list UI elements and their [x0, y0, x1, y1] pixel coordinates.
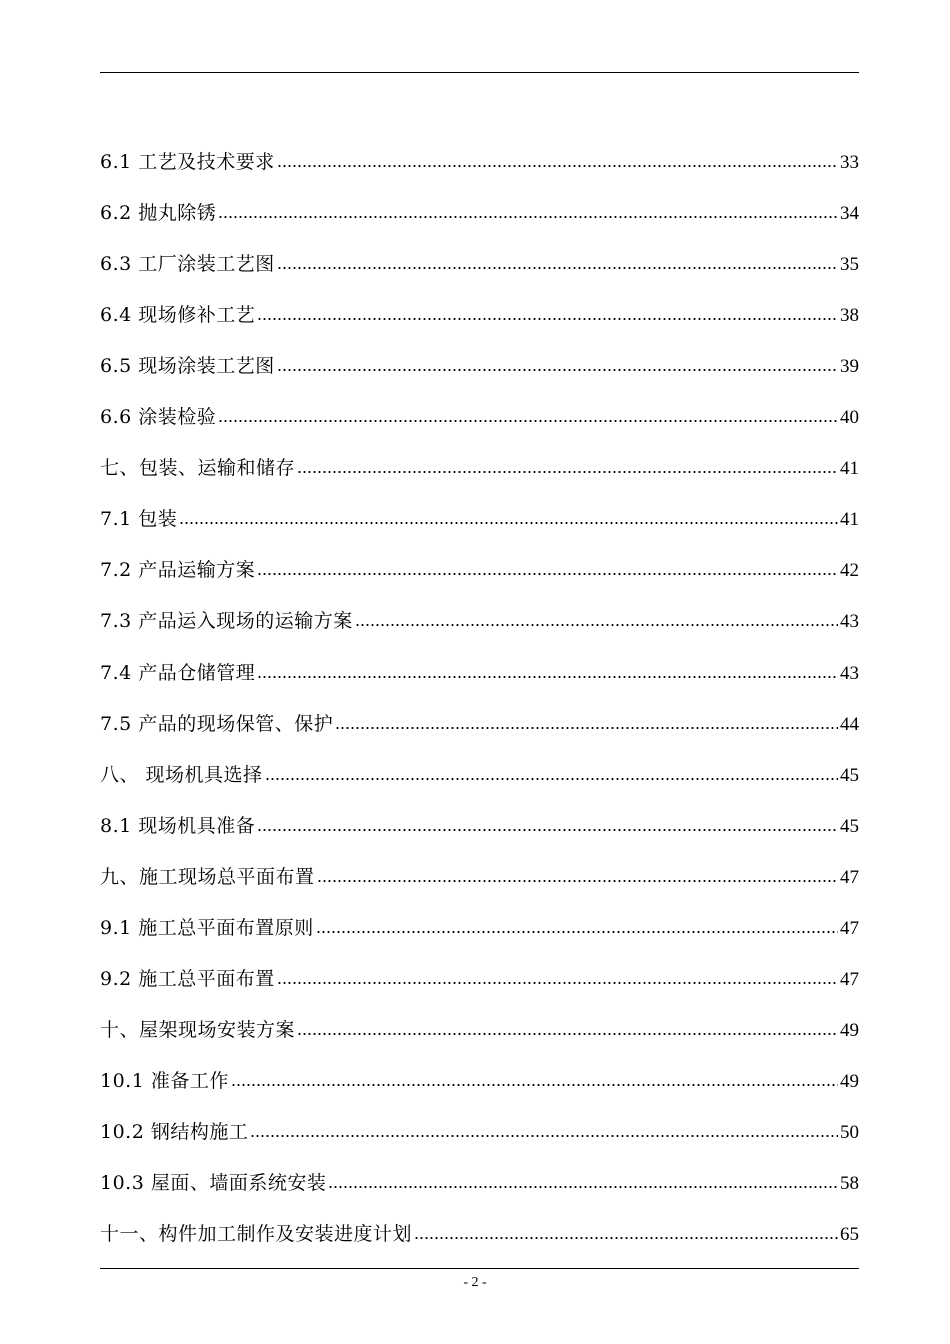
- toc-entry[interactable]: [100, 683, 859, 734]
- toc-dot-leader: [257, 675, 838, 679]
- toc-dot-leader: [277, 981, 838, 985]
- toc-entry-page-number: 49: [840, 1070, 859, 1092]
- toc-entry-title: 6.3 工厂涂装工艺图: [100, 253, 275, 276]
- toc-entry-page-number: 44: [840, 713, 859, 735]
- toc-entry[interactable]: [100, 1142, 859, 1193]
- toc-entry-title: 6.6 涂装检验: [100, 406, 217, 429]
- toc-entry-title: 八、 现场机具选择: [100, 763, 263, 786]
- toc-dot-leader: [414, 1236, 838, 1240]
- toc-entry-title: 7.5 产品的现场保管、保护: [100, 712, 334, 735]
- toc-dot-leader: [179, 521, 838, 525]
- toc-entry-page-number: 49: [840, 1019, 859, 1041]
- toc-dot-leader: [297, 1032, 838, 1036]
- toc-entry-page-number: 34: [840, 203, 859, 225]
- toc-entry-title: 6.4 现场修补工艺: [100, 304, 256, 327]
- toc-entry[interactable]: [100, 989, 859, 1040]
- toc-entry[interactable]: [100, 223, 859, 274]
- toc-entry-page-number: 47: [840, 866, 859, 888]
- header-rule: [100, 72, 859, 73]
- toc-dot-leader: [277, 266, 838, 270]
- toc-entry-page-number: 43: [840, 662, 859, 684]
- toc-entry-page-number: 38: [840, 305, 859, 327]
- toc-entry-page-number: 39: [840, 356, 859, 378]
- toc-entry-title: 6.2 抛丸除锈: [100, 202, 217, 225]
- toc-entry[interactable]: [100, 631, 859, 682]
- toc-dot-leader: [218, 419, 838, 423]
- toc-dot-leader: [257, 317, 838, 321]
- toc-entry-title: 十、屋架现场安装方案: [100, 1018, 296, 1041]
- toc-entry[interactable]: [100, 836, 859, 887]
- toc-dot-leader: [265, 777, 838, 781]
- toc-entry[interactable]: [100, 376, 859, 427]
- toc-entry[interactable]: [100, 734, 859, 785]
- toc-entry-title: 10.2 钢结构施工: [100, 1120, 249, 1143]
- toc-entry[interactable]: [100, 478, 859, 529]
- toc-entry-page-number: 45: [840, 764, 859, 786]
- toc-entry-page-number: 65: [840, 1224, 859, 1246]
- toc-entry-title: 10.1 准备工作: [100, 1069, 229, 1092]
- toc-dot-leader: [277, 368, 838, 372]
- toc-dot-leader: [257, 572, 838, 576]
- toc-entry[interactable]: [100, 325, 859, 376]
- toc-entry[interactable]: [100, 1193, 859, 1244]
- toc-entry[interactable]: [100, 1091, 859, 1142]
- toc-entry[interactable]: [100, 1040, 859, 1091]
- toc-dot-leader: [257, 828, 838, 832]
- footer-rule: [100, 1268, 859, 1269]
- toc-entry-title: 7.1 包装: [100, 508, 178, 531]
- toc-entry-page-number: 47: [840, 917, 859, 939]
- toc-entry[interactable]: [100, 887, 859, 938]
- toc-entry-title: 9.2 施工总平面布置: [100, 967, 275, 990]
- toc-entry[interactable]: [100, 427, 859, 478]
- toc-entry-title: 十一、构件加工制作及安装进度计划: [100, 1223, 413, 1246]
- toc-entry[interactable]: [100, 529, 859, 580]
- toc-entry-title: 9.1 施工总平面布置原则: [100, 916, 314, 939]
- toc-dot-leader: [335, 726, 838, 730]
- toc-dot-leader: [355, 623, 838, 627]
- toc-dot-leader: [297, 470, 838, 474]
- toc-entry-title: 7.4 产品仓储管理: [100, 661, 256, 684]
- page-number: - 2 -: [463, 1275, 487, 1290]
- toc-entry[interactable]: [100, 172, 859, 223]
- toc-dot-leader: [277, 164, 838, 168]
- toc-entry[interactable]: [100, 580, 859, 631]
- toc-entry-page-number: 45: [840, 815, 859, 837]
- toc-entry-title: 九、施工现场总平面布置: [100, 865, 315, 888]
- toc-entry[interactable]: [100, 274, 859, 325]
- toc-entry-page-number: 33: [840, 152, 859, 174]
- toc-entry-page-number: 43: [840, 611, 859, 633]
- toc-dot-leader: [316, 930, 838, 934]
- toc-dot-leader: [328, 1185, 838, 1189]
- toc-entry-title: 7.3 产品运入现场的运输方案: [100, 610, 353, 633]
- toc-entry-page-number: 47: [840, 968, 859, 990]
- toc-entry[interactable]: [100, 785, 859, 836]
- toc-entry-title: 七、包装、运输和储存: [100, 457, 296, 480]
- toc-entry-page-number: 35: [840, 254, 859, 276]
- toc-entry-title: 8.1 现场机具准备: [100, 814, 256, 837]
- toc-entry-page-number: 50: [840, 1121, 859, 1143]
- toc-dot-leader: [317, 879, 838, 883]
- table-of-contents: [100, 121, 859, 1244]
- toc-entry-page-number: 41: [840, 509, 859, 531]
- toc-entry-page-number: 40: [840, 407, 859, 429]
- toc-dot-leader: [218, 215, 838, 219]
- toc-dot-leader: [231, 1083, 838, 1087]
- toc-entry[interactable]: [100, 121, 859, 172]
- toc-entry-page-number: 42: [840, 560, 859, 582]
- toc-entry-title: 6.1 工艺及技术要求: [100, 151, 275, 174]
- toc-entry-title: 10.3 屋面、墙面系统安装: [100, 1171, 327, 1194]
- toc-entry-page-number: 58: [840, 1172, 859, 1194]
- toc-entry-page-number: 41: [840, 458, 859, 480]
- toc-dot-leader: [250, 1134, 838, 1138]
- toc-entry-title: 7.2 产品运输方案: [100, 559, 256, 582]
- toc-entry-title: 6.5 现场涂装工艺图: [100, 355, 275, 378]
- toc-entry[interactable]: [100, 938, 859, 989]
